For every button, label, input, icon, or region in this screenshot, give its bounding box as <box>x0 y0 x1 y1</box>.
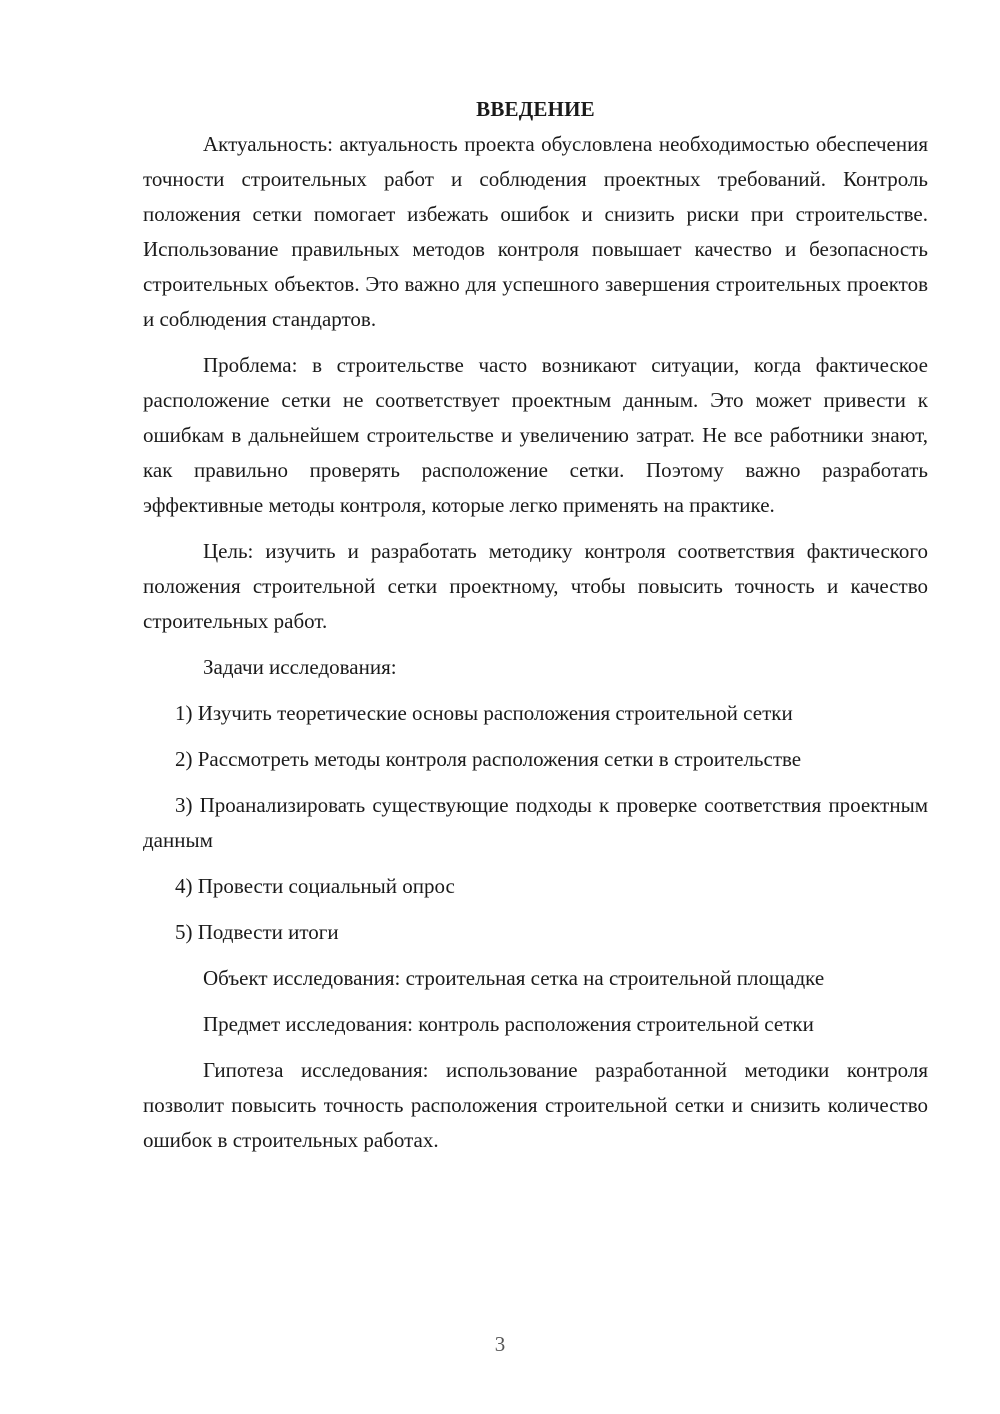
task-item-2: 2) Рассмотреть методы контроля расположения сетки в строительстве <box>175 747 802 771</box>
page-number: 3 <box>494 1332 506 1356</box>
paragraph-goal: Цель: изучить и разработать методику контроля соответствия фактического положения строительной сетки проектному, чтобы повысить точность и качество строительных работ. <box>143 539 928 633</box>
task-item-5: 5) Подвести итоги <box>175 920 339 944</box>
page-title: ВВЕДЕНИЕ <box>476 97 595 121</box>
tasks-heading: Задачи исследования: <box>203 655 397 679</box>
task-item-1: 1) Изучить теоретические основы расположения строительной сетки <box>175 701 793 725</box>
document-page <box>143 92 928 1169</box>
paragraph-subject: Предмет исследования: контроль расположения строительной сетки <box>203 1012 814 1036</box>
task-item-4: 4) Провести социальный опрос <box>175 874 455 898</box>
paragraph-relevance: Актуальность: актуальность проекта обусловлена необходимостью обеспечения точности строительных работ и соблюдения проектных требований. Контроль положения сетки помогает избежать ошибок и снизить риски при строительстве. Использование правильных методов контроля повышает качество и безопасность строительных объектов. Это важно для успешного завершения строительных проектов и соблюдения стандартов. <box>143 132 928 331</box>
task-item-3: 3) Проанализировать существующие подходы к проверке соответствия проектным данным <box>143 793 928 852</box>
paragraph-hypothesis: Гипотеза исследования: использование разработанной методики контроля позволит повысить точность расположения строительной сетки и снизить количество ошибок в строительных работах. <box>143 1058 928 1152</box>
paragraph-problem: Проблема: в строительстве часто возникают ситуации, когда фактическое расположение сетки не соответствует проектным данным. Это может привести к ошибкам в дальнейшем строительстве и увеличению затрат. Не все работники знают, как правильно проверять расположение сетки. Поэтому важно разработать эффективные методы контроля, которые легко применять на практике. <box>143 353 928 517</box>
paragraph-object: Объект исследования: строительная сетка на строительной площадке <box>203 966 825 990</box>
